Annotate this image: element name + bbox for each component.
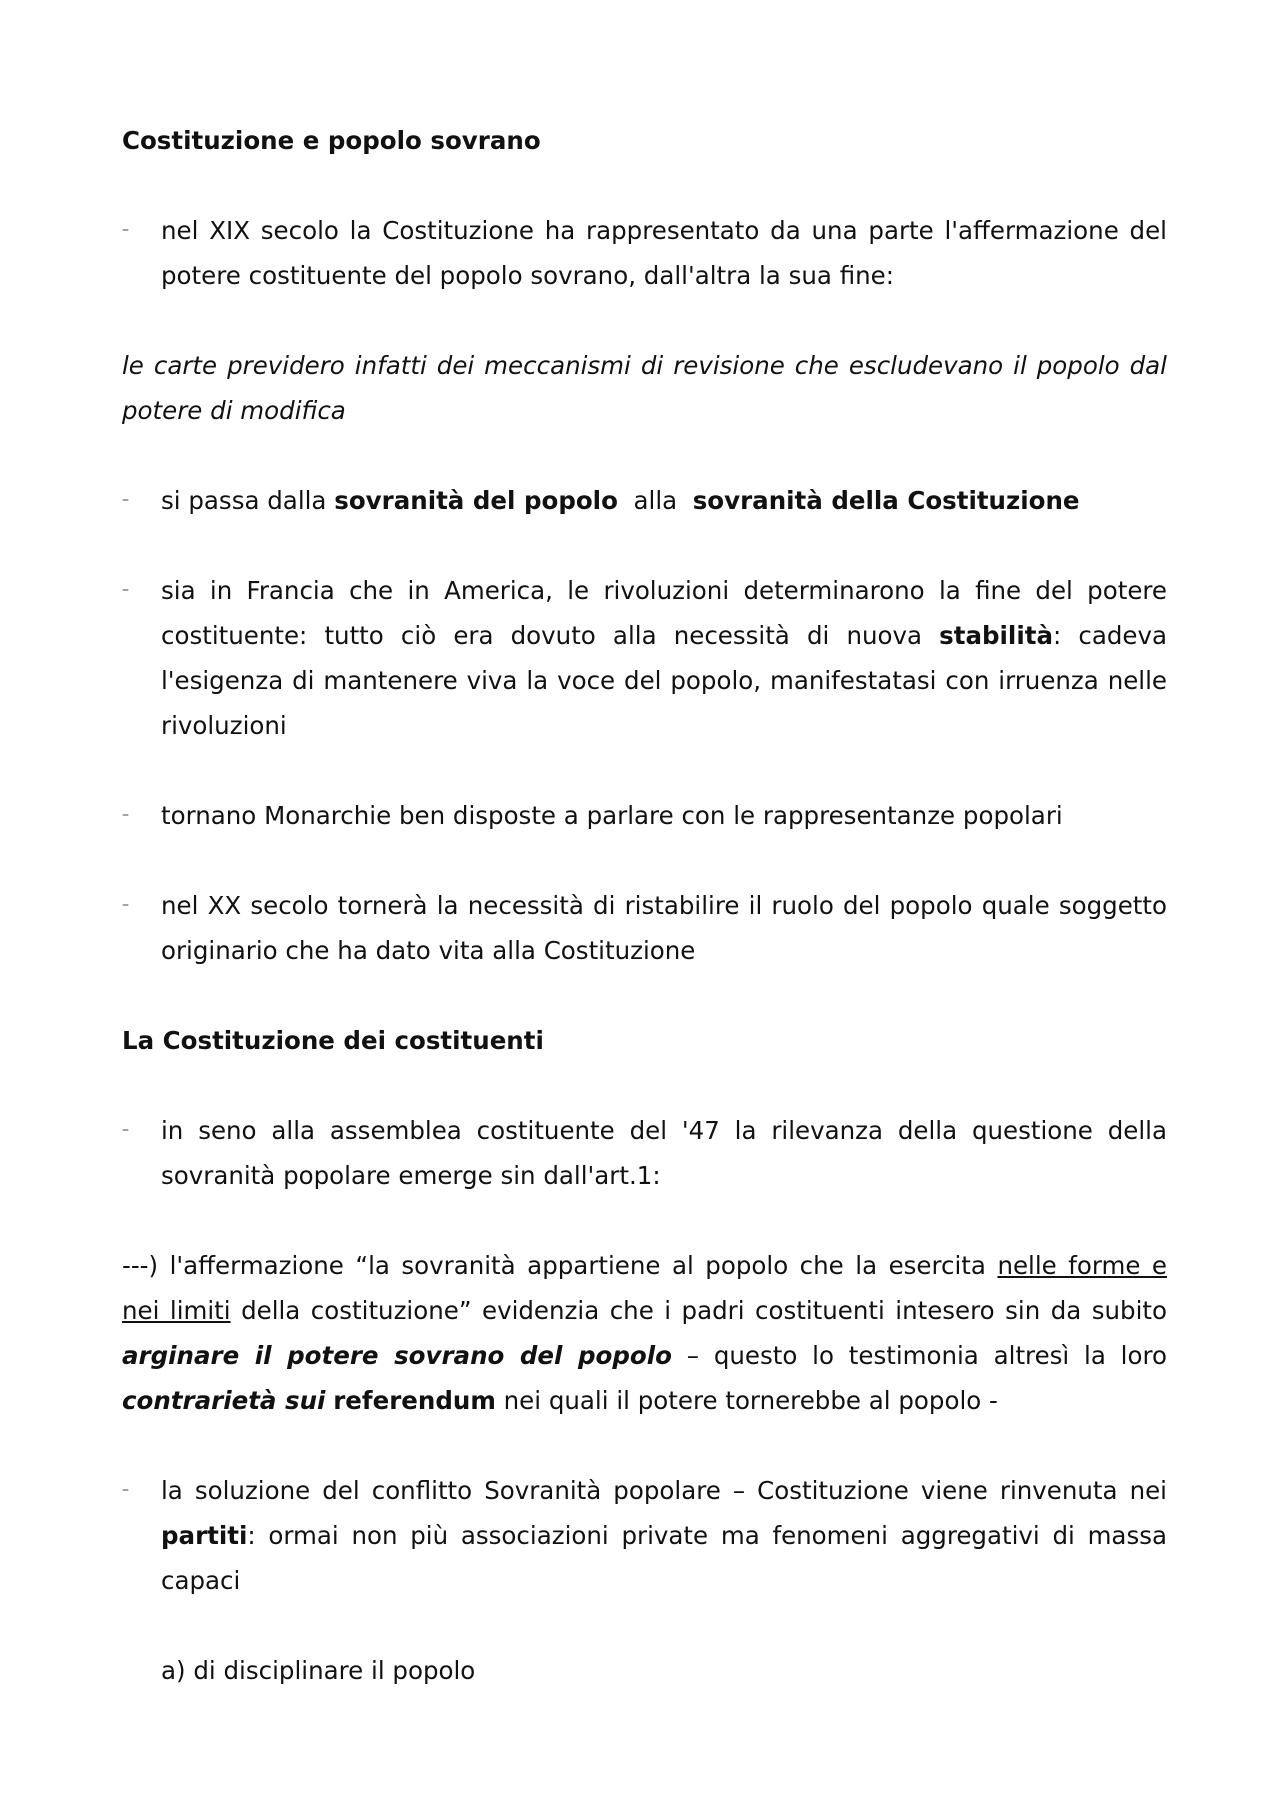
text-segment: si passa dalla	[161, 486, 335, 515]
text-segment: : cadeva l'esigenza di mantenere viva la voce del popolo, manifestatasi con irruenza nelle rivoluzioni	[161, 621, 1168, 740]
text-segment: la soluzione del conflitto Sovranità popolare – Costituzione viene rinvenuta nei	[161, 1476, 1167, 1505]
bullet-assemblea-costituente	[122, 1108, 1167, 1198]
dash-bullet-icon: –	[122, 1122, 129, 1138]
bullet-text: in seno alla assemblea costituente del '47 la rilevanza della questione della sovranità popolare emerge sin dall'art.1:	[161, 1116, 1167, 1190]
text-segment: – questo lo testimonia altresì la loro	[671, 1341, 1167, 1370]
underlined-segment: nelle forme e nei limiti	[122, 1251, 1168, 1325]
text-segment: della costituzione” evidenzia che i padri costituenti intesero sin da subito	[230, 1296, 1167, 1325]
section-title-costituenti: La Costituzione dei costituenti	[122, 1026, 544, 1055]
italic-paragraph-carte: le carte previdero infatti dei meccanismi di revisione che escludevano il popolo dal potere di modifica	[122, 351, 1167, 425]
dash-bullet-icon: –	[122, 492, 129, 508]
bullet-partiti	[122, 1468, 1167, 1603]
dash-bullet-icon: –	[122, 1482, 129, 1498]
bullet-monarchie	[122, 793, 1167, 838]
dash-bullet-icon: –	[122, 897, 129, 913]
bold-italic-segment: arginare il potere sovrano del popolo	[122, 1341, 672, 1370]
paragraph-affermazione	[122, 1243, 1167, 1423]
text-segment: alla	[617, 486, 693, 515]
bold-segment: sovranità del popolo	[334, 486, 618, 515]
bold-segment: stabilità	[939, 621, 1053, 650]
text-segment: nei quali il potere tornerebbe al popolo -	[495, 1386, 998, 1415]
bullet-text: nel XX secolo tornerà la necessità di ristabilire il ruolo del popolo quale soggetto originario che ha dato vita alla Costituzione	[161, 891, 1167, 965]
bullet-text: nel XIX secolo la Costituzione ha rappresentato da una parte l'affermazione del potere costituente del popolo sovrano, dall'altra la sua fine:	[161, 216, 1167, 290]
bullet-text: tornano Monarchie ben disposte a parlare con le rappresentanze popolari	[161, 801, 1063, 830]
section-title-costituzione-popolo: Costituzione e popolo sovrano	[122, 126, 541, 155]
dash-bullet-icon: –	[122, 222, 129, 238]
text-segment: ---) l'affermazione “la sovranità appartiene al popolo che la esercita	[122, 1251, 998, 1280]
list-item-a: a) di disciplinare il popolo	[161, 1656, 476, 1685]
bullet-xx-secolo	[122, 883, 1167, 973]
bold-segment: sovranità della Costituzione	[692, 486, 1080, 515]
bullet-xix-secolo	[122, 208, 1167, 298]
text-segment: : ormai non più associazioni private ma fenomeni aggregativi di massa capaci	[161, 1521, 1167, 1595]
bold-segment: referendum	[333, 1386, 496, 1415]
text-segment: sia in Francia che in America, le rivoluzioni determinarono la fine del potere costituente: tutto ciò era dovuto alla necessità di nuova	[161, 576, 1167, 650]
dash-bullet-icon: –	[122, 582, 129, 598]
bold-italic-segment: contrarietà sui	[122, 1386, 326, 1415]
bold-segment: partiti	[161, 1521, 248, 1550]
bullet-sovranita	[122, 478, 1167, 523]
dash-bullet-icon: –	[122, 807, 129, 823]
bullet-francia-america	[122, 568, 1167, 748]
